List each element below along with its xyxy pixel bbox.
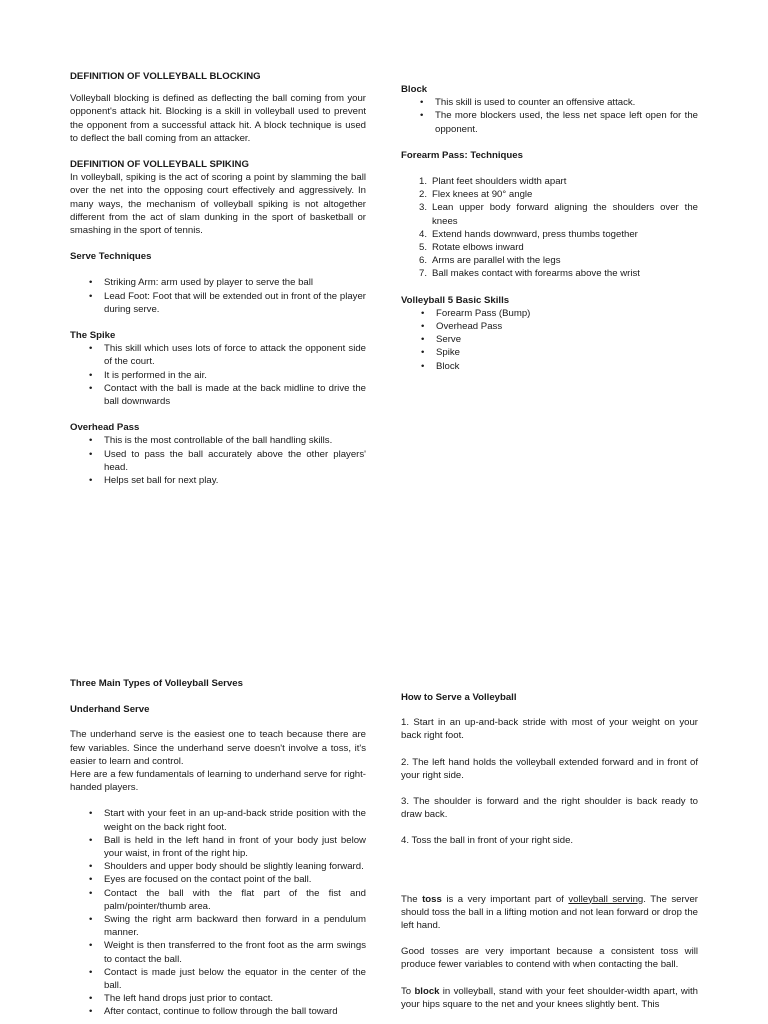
- fundamentals-intro: Here are a few fundamentals of learning to underhand serve for right-handed players.: [70, 769, 366, 794]
- list-item: • Ball is held in the left hand in front of your body just below your waist, in front of the right hip.: [70, 834, 366, 860]
- list-item: • This skill is used to counter an offensive attack.: [401, 96, 698, 109]
- block-heading: Block: [401, 84, 428, 95]
- list-item: 4. Extend hands downward, press thumbs together: [419, 228, 638, 240]
- overhead-pass-heading: Overhead Pass: [70, 422, 140, 434]
- list-item: 5. Rotate elbows inward: [419, 242, 524, 254]
- list-item: • Start with your feet in an up-and-back stride position with the weight on the back right foot.: [70, 807, 366, 833]
- volleyball-serving-link[interactable]: volleyball serving: [568, 893, 644, 905]
- list-item: • Used to pass the ball accurately above the other players' head.: [70, 448, 366, 474]
- how-step-2: 2. The left hand holds the volleyball extended forward and in front of your right side.: [401, 756, 698, 781]
- underhand-serve-intro: The underhand serve is the easiest one to teach because there are few variables. Since the underhand serve doesn't involve a toss, it's easier to learn and control.: [70, 729, 366, 767]
- list-item: • Eyes are focused on the contact point of the ball.: [70, 873, 366, 886]
- forearm-pass-list: [401, 175, 698, 281]
- list-item: • Lead Foot: Foot that will be extended out in front of the player during serve.: [70, 290, 366, 316]
- basic-skills-heading: Volleyball 5 Basic Skills: [401, 294, 510, 306]
- spike-list: [70, 342, 366, 408]
- list-item: • This skill which uses lots of force to attack the opponent side of the court.: [70, 342, 366, 368]
- basic-skills-list: [401, 307, 698, 373]
- how-step-1: 1. Start in an up-and-back stride with most of your weight on your back right foot.: [401, 717, 698, 742]
- list-item: • Contact the ball with the flat part of the fist and palm/pointer/thumb area.: [70, 887, 366, 913]
- serve-types-heading: Three Main Types of Volleyball Serves: [70, 678, 243, 689]
- list-item: • It is performed in the air.: [70, 369, 366, 382]
- serve-techniques-heading: Serve Techniques: [70, 251, 152, 263]
- list-item: • Overhead Pass: [401, 320, 698, 333]
- list-item: • The left hand drops just prior to contact.: [70, 992, 366, 1005]
- list-item: • Swing the right arm backward then forward in a pendulum manner.: [70, 913, 366, 939]
- block-stance-paragraph: To block in volleyball, stand with your feet shoulder-width apart, with your hips square to the net and your knees slightly bent. This: [401, 985, 698, 1010]
- list-item: 6. Arms are parallel with the legs: [419, 255, 561, 267]
- how-to-serve-heading: How to Serve a Volleyball: [401, 692, 517, 703]
- spiking-definition: In volleyball, spiking is the act of scoring a point by slamming the ball over the net into the opposing court effectively and aggressively. In many ways, the mechanism of volleyball spiking is not altogether different from the act of slam dunking in the sport of basketball or smashing in the sport of tennis.: [70, 172, 366, 237]
- spike-heading: The Spike: [70, 330, 116, 342]
- list-item: • Spike: [401, 346, 698, 359]
- list-item: • This is the most controllable of the ball handling skills.: [70, 434, 366, 447]
- list-item: • Block: [401, 360, 698, 373]
- list-item: • Serve: [401, 333, 698, 346]
- page2-left-column: [70, 677, 366, 1019]
- list-item: 3. Lean upper body forward aligning the shoulders over the knees: [419, 202, 698, 227]
- list-item: • Weight is then transferred to the front foot as the arm swings to contact the ball.: [70, 939, 366, 965]
- page2-right-column: [401, 691, 698, 1011]
- good-toss-paragraph: Good tosses are very important because a consistent toss will produce fewer variables to contend with when contacting the ball.: [401, 946, 698, 971]
- list-item: • The more blockers used, the less net space left open for the opponent.: [401, 109, 698, 135]
- list-item: • Contact with the ball is made at the back midline to drive the ball downwards: [70, 382, 366, 408]
- list-item: 7. Ball makes contact with forearms above the wrist: [419, 268, 640, 280]
- spiking-heading: DEFINITION OF VOLLEYBALL SPIKING: [70, 159, 249, 171]
- underhand-serve-heading: Underhand Serve: [70, 704, 150, 716]
- toss-paragraph: The toss is a very important part of volleyball serving. The server should toss the ball in a lifting motion and not lean forward or drop the left hand.: [401, 893, 699, 932]
- list-item: • Forearm Pass (Bump): [401, 307, 698, 320]
- how-step-3: 3. The shoulder is forward and the right shoulder is back ready to draw back.: [401, 796, 698, 821]
- list-item: • Contact is made just below the equator in the center of the ball.: [70, 966, 366, 992]
- block-list: [401, 96, 698, 136]
- list-item: 1. Plant feet shoulders width apart: [419, 176, 567, 188]
- page1-left-column: [70, 70, 366, 487]
- list-item: • After contact, continue to follow through the ball toward: [70, 1005, 366, 1018]
- list-item: • Shoulders and upper body should be slightly leaning forward.: [70, 860, 366, 873]
- how-step-4: 4. Toss the ball in front of your right side.: [401, 835, 574, 847]
- overhead-pass-list: [70, 434, 366, 487]
- blocking-heading: DEFINITION OF VOLLEYBALL BLOCKING: [70, 71, 261, 82]
- page1-right-column: [401, 83, 698, 373]
- blocking-definition: Volleyball blocking is defined as deflecting the ball coming from your opponent's attack hit. Blocking is a skill in volleyball used to prevent the opponent from a successful attack hit. A block technique is used to deflect the ball coming from an attacker.: [70, 93, 366, 144]
- serve-techniques-list: [70, 276, 366, 316]
- list-item: • Striking Arm: arm used by player to serve the ball: [70, 276, 366, 289]
- list-item: 2. Flex knees at 90° angle: [419, 189, 533, 201]
- underhand-steps-list: [70, 807, 366, 1018]
- forearm-pass-heading: Forearm Pass: Techniques: [401, 149, 523, 161]
- list-item: • Helps set ball for next play.: [70, 474, 366, 487]
